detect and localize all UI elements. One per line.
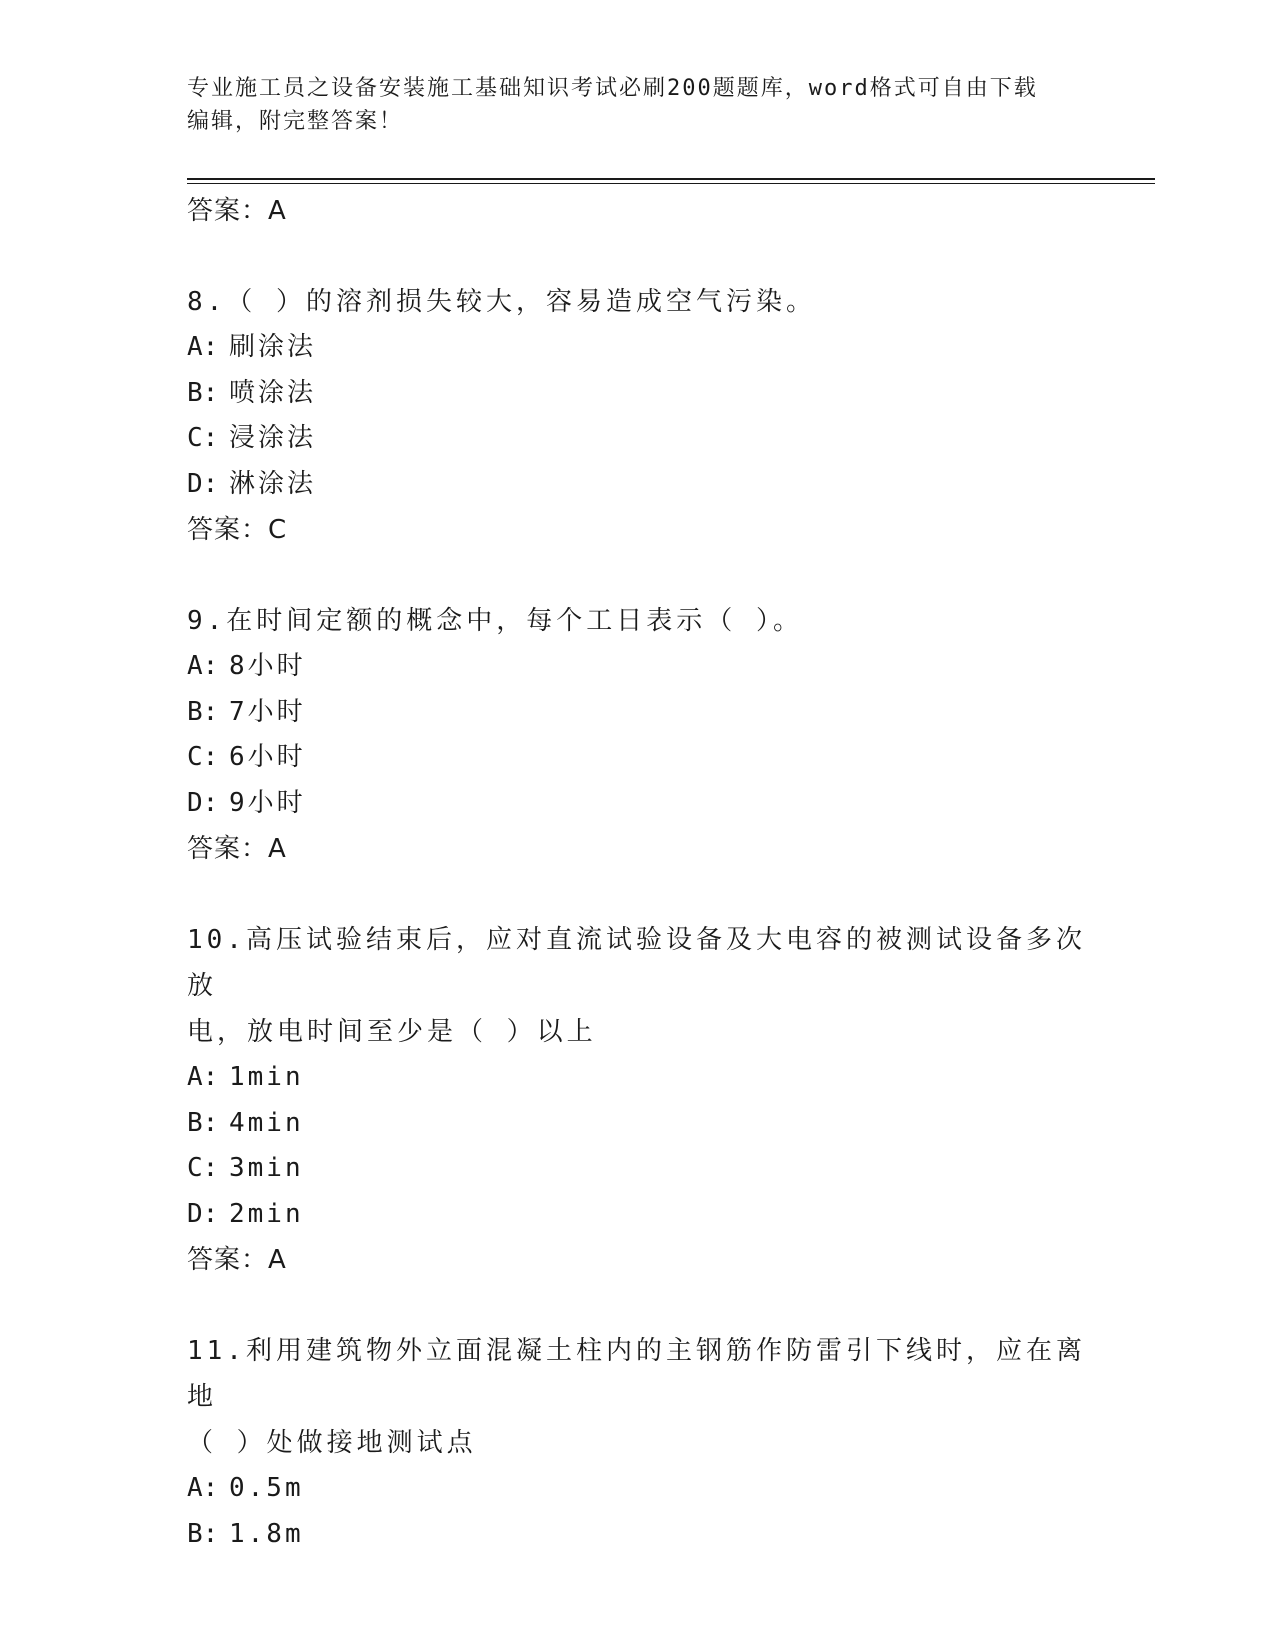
option-text: 1min: [229, 1062, 304, 1092]
question-answer: 答案：A: [187, 834, 287, 864]
option-text: 浸涂法: [229, 423, 317, 453]
question-stem-line-1: 10.高压试验结束后，应对直流试验设备及大电容的被测试设备多次放: [187, 925, 1086, 1001]
option-b: [187, 690, 1087, 736]
option-text: 刷涂法: [229, 332, 317, 362]
question-8: [187, 279, 1087, 553]
option-b: [187, 371, 1087, 417]
option-c: [187, 1146, 1087, 1192]
spacer: [187, 1283, 1087, 1328]
question-answer: 答案：A: [187, 1245, 287, 1275]
page-header: [187, 72, 1087, 138]
option-letter: A:: [187, 1473, 219, 1503]
option-c: [187, 735, 1087, 781]
option-text: 4min: [229, 1107, 304, 1138]
option-letter: B:: [187, 696, 219, 727]
option-letter: C:: [187, 1153, 219, 1183]
option-text: 9小时: [229, 787, 306, 818]
question-stem-line-1: 11.利用建筑物外立面混凝土柱内的主钢筋作防雷引下线时，应在离地: [187, 1336, 1086, 1412]
header-title-line-1: 专业施工员之设备安装施工基础知识考试必刷200题题库，word格式可自由下载: [187, 76, 1038, 101]
header-title-line-2: 编辑，附完整答案！: [187, 109, 404, 134]
question-stem: 9.在时间定额的概念中，每个工日表示（ ）。: [187, 606, 803, 636]
question-stem: 8.（ ）的溶剂损失较大，容易造成空气污染。: [187, 287, 816, 317]
option-letter: D:: [187, 468, 219, 499]
question-list: [187, 188, 1087, 1557]
spacer: [187, 234, 1087, 279]
option-text: 喷涂法: [229, 377, 317, 408]
option-letter: A:: [187, 651, 219, 681]
previous-answer: 答案：A: [187, 196, 287, 226]
option-text: 2min: [229, 1198, 304, 1229]
question-stem-line-2: （ ）处做接地测试点: [187, 1428, 477, 1458]
option-letter: B:: [187, 377, 219, 408]
question-10: [187, 917, 1087, 1283]
option-d: [187, 462, 1087, 508]
option-text: 3min: [229, 1153, 304, 1183]
option-text: 8小时: [229, 651, 306, 681]
option-letter: C:: [187, 742, 219, 772]
question-11: [187, 1328, 1087, 1557]
spacer: [187, 553, 1087, 598]
option-text: 0.5m: [229, 1473, 304, 1503]
option-letter: D:: [187, 1198, 219, 1229]
question-stem-line-2: 电，放电时间至少是（ ）以上: [187, 1017, 597, 1047]
option-text: 6小时: [229, 742, 306, 772]
header-rule-thick: [187, 178, 1155, 180]
option-a: [187, 325, 1087, 371]
option-b: [187, 1512, 1087, 1558]
option-letter: D:: [187, 787, 219, 818]
option-a: [187, 1466, 1087, 1512]
header-rule-thin: [187, 183, 1155, 184]
option-d: [187, 781, 1087, 827]
option-text: 淋涂法: [229, 468, 317, 499]
option-letter: A:: [187, 1062, 219, 1092]
option-letter: B:: [187, 1107, 219, 1138]
option-d: [187, 1192, 1087, 1238]
option-text: 7小时: [229, 696, 306, 727]
option-letter: A:: [187, 332, 219, 362]
option-a: [187, 1055, 1087, 1101]
option-text: 1.8m: [229, 1518, 304, 1549]
option-a: [187, 644, 1087, 690]
option-letter: C:: [187, 423, 219, 453]
spacer: [187, 872, 1087, 917]
option-b: [187, 1101, 1087, 1147]
option-c: [187, 416, 1087, 462]
question-9: [187, 598, 1087, 872]
option-letter: B:: [187, 1518, 219, 1549]
question-answer: 答案：C: [187, 515, 288, 545]
